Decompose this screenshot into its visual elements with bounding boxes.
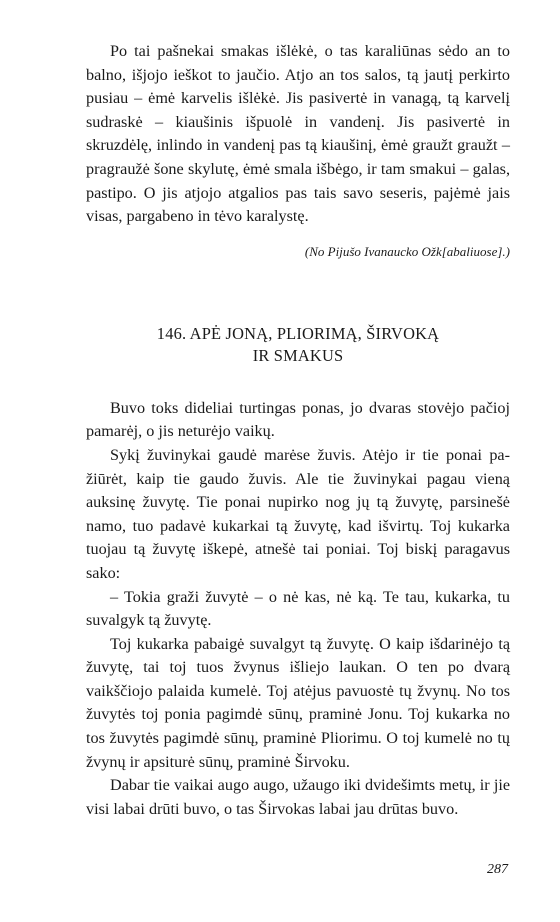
source-note: (No Pijušo Ivanaucko Ožk[abaliuose].) xyxy=(304,243,510,259)
story-heading xyxy=(86,323,510,367)
story-paragraph: Sykį žuvinykai gaudė marėse žuvis. Atėjo ir tie ponai pažiūrėt, kaip tie gaudo žuvis. Ale tie žuvinykai pagau vieną auksinę žuvytę. Tie ponai nupirko nog jų tą žuvytę, parsinešė namo, tuo padavė kukarkai tą žuvytę, kad išvirtų. Toj kukarka tuojau tą žuvytę iškepė, atnešė tai poniai. Toj biskį paragavus sako: xyxy=(86,445,510,582)
story-paragraph: – Tokia graži žuvytė – o nė kas, nė ką. Te tau, kukarka, tu suvalgyk tą žuvytę. xyxy=(86,587,510,630)
heading-line-2: IR SMAKUS xyxy=(252,345,344,365)
story-body xyxy=(86,397,510,822)
story-paragraph: Dabar tie vaikai augo augo, užaugo iki dvidešimts metų, ir jie visi labai drūti buvo, o tas Širvokas labai jau drūtas buvo. xyxy=(86,776,510,818)
page-number: 287 xyxy=(487,862,508,877)
heading-line-1: 146. APĖ JONĄ, PLIORIMĄ, ŠIRVOKĄ xyxy=(156,323,440,343)
book-page xyxy=(86,40,510,821)
story-paragraph: Buvo toks dideliai turtingas ponas, jo dvaras stovėjo pačioj pamarėj, o jis neturėjo vaikų. xyxy=(86,398,510,441)
story-paragraph: Toj kukarka pabaigė suvalgyt tą žuvytę. O kaip išdarinėjo tą žuvytę, tai toj tuos žvynus išliejo laukan. O ten po dvarą vaikščiojo palaida kumelė. Toj atėjus pavuostė tų žvynų. No tos žuvytės toj ponia pagimdė sūnų, praminė Jonu. Toj kukarka no tos žuvytės pagimdė sūnų, praminė Pliorimu. O toj kumelė no tų žvynų ir apsiturė sūnų, praminė Širvoku. xyxy=(86,634,510,771)
paragraph-continuation: Po tai pašnekai smakas išlėkė, o tas karaliūnas sėdo an to balno, išjojo ieškot to jaučio. Atjo an tos salos, tą jautį perkirto pusiau – ėmė karvelis išlėkė. Jis pasivertė in vanagą, tą karvelį sudraskė – kiaušinis išpuolė in vandenį. Jis pasivertė in skruzdėlę, inlindo in vandenį pas tą kiaušinį, ėmė graužt graužt – pragraužė šone skylutę, ėmė smala išbėgo, ir tam smakui – galas, pastipo. O jis atjojo atgalios pas tais savo seseris, pajėmė jais visas, pargabeno in tėvo karalystę. xyxy=(86,42,510,226)
